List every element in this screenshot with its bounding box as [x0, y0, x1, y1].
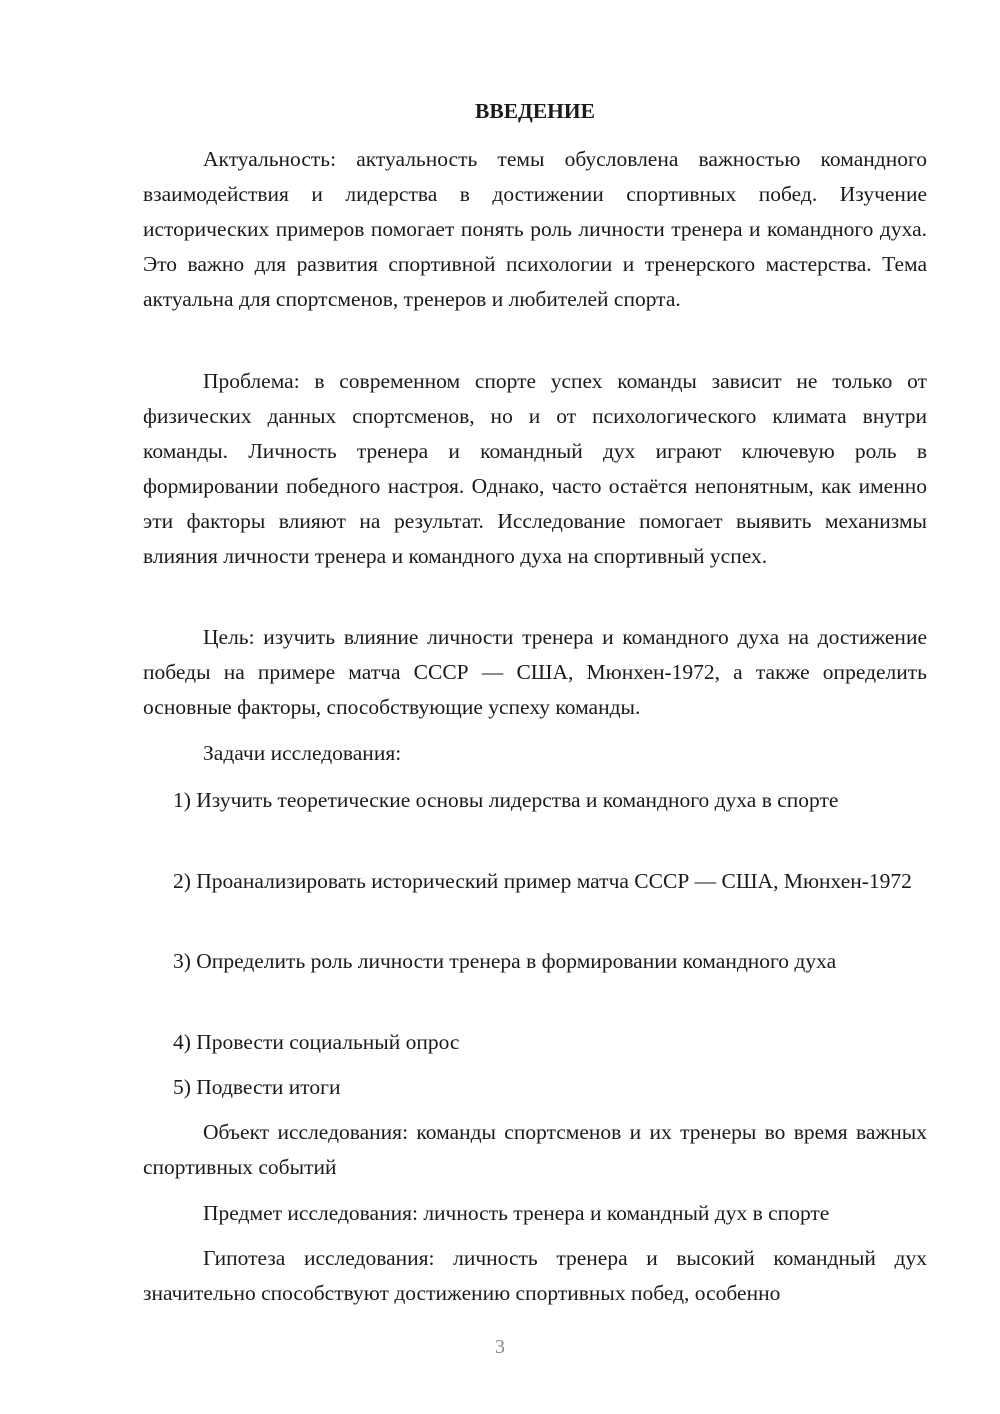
list-item: 1) Изучить теоретические основы лидерства и командного духа в спорте [173, 788, 839, 812]
paragraph-hypothesis [143, 1241, 927, 1311]
paragraph-text: Объект исследования: команды спортсменов и их тренеры во время важных спортивных событий [143, 1120, 927, 1179]
paragraph-text: Проблема: в современном спорте успех команды зависит не только от физических данных спортсменов, но и от психологического климата внутри команды. Личность тренера и командный дух играют ключевую роль в формировании победного настроя. Однако, часто остаётся непонятным, как именно эти факторы влияют на результат. Исследование помогает выявить механизмы влияния личности тренера и командного духа на спортивный успех. [143, 369, 927, 568]
paragraph-text: Задачи исследования: [203, 741, 402, 765]
list-item: 5) Подвести итоги [173, 1075, 341, 1099]
paragraph-text: Цель: изучить влияние личности тренера и командного духа на достижение победы на примере матча СССР — США, Мюнхен-1972, а также определить основные факторы, способствующие успеху команды. [143, 625, 927, 719]
task-item-2 [143, 864, 927, 899]
list-item: 3) Определить роль личности тренера в формировании командного духа [173, 949, 837, 973]
paragraph-problem [143, 364, 927, 574]
paragraph-text: Предмет исследования: личность тренера и командный дух в спорте [203, 1201, 830, 1225]
paragraph-object [143, 1115, 927, 1185]
paragraph-text: Гипотеза исследования: личность тренера и высокий командный дух значительно способствуют достижению спортивных побед, особенно [143, 1246, 927, 1305]
tasks-heading [143, 736, 927, 771]
paragraph-goal [143, 620, 927, 725]
paragraph-relevance [143, 142, 927, 317]
task-item-1 [143, 783, 927, 818]
task-item-5 [143, 1070, 927, 1105]
task-item-4 [143, 1025, 927, 1060]
list-item: 2) Проанализировать исторический пример матча СССР — США, Мюнхен-1972 [173, 869, 912, 893]
paragraph-text: Актуальность: актуальность темы обусловлена важностью командного взаимодействия и лидерства в достижении спортивных побед. Изучение исторических примеров помогает понять роль личности тренера и командного духа. Это важно для развития спортивной психологии и тренерского мастерства. Тема актуальна для спортсменов, тренеров и любителей спорта. [143, 147, 927, 311]
task-item-3 [143, 944, 927, 979]
paragraph-subject [143, 1196, 927, 1231]
page-number: 3 [495, 1336, 505, 1358]
page-title: ВВЕДЕНИЕ [475, 99, 595, 123]
list-item: 4) Провести социальный опрос [173, 1030, 460, 1054]
